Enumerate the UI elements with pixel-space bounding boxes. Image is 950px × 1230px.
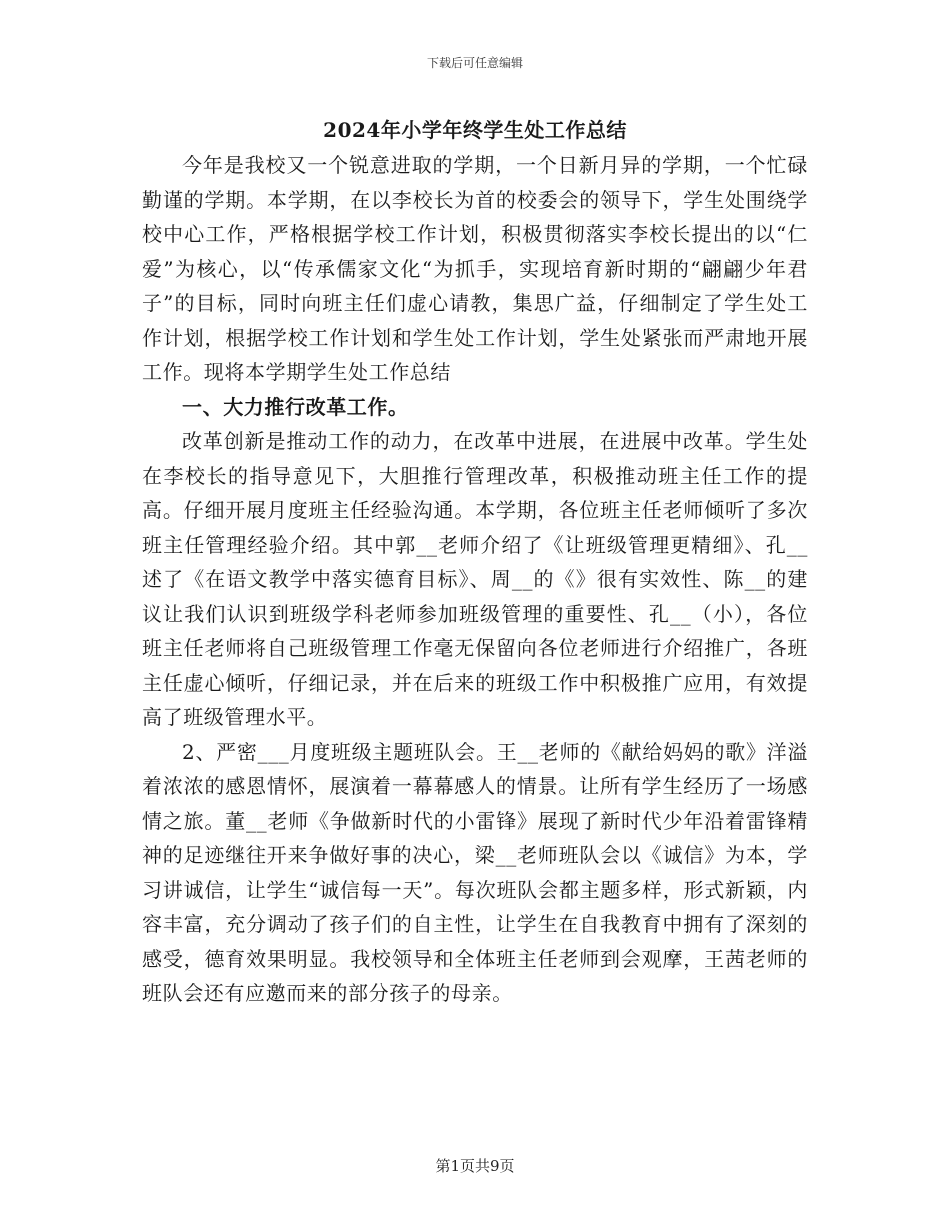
class-meeting-paragraph: 2、严密___月度班级主题班队会。王__老师的《献给妈妈的歌》洋溢着浓浓的感恩情怀，展演着一幕幕感人的情景。让所有学生经历了一场感情之旅。董__老师《争做新时代的小雷锋》展现了新时代少年沿着雷锋精神的足迹继往开来争做好事的决心，梁__老师班队会以《诚信》为本，学习讲诚信，让学生“诚信每一天”。每次班队会都主题多样，形式新颖，内容丰富，充分调动了孩子们的自主性，让学生在自我教育中拥有了深刻的感受，德育效果明显。我校领导和全体班主任老师到会观摩，王茜老师的班队会还有应邀而来的部分孩子的母亲。 [142, 739, 808, 1005]
page-header-note: 下载后可任意编辑 [426, 56, 523, 70]
document-body [142, 148, 808, 1011]
document-title: 2024年小学年终学生处工作总结 [323, 118, 627, 142]
page-number: 第1页共9页 [435, 1157, 515, 1175]
intro-paragraph: 今年是我校又一个锐意进取的学期，一个日新月异的学期，一个忙碌勤谨的学期。本学期，在以李校长为首的校委会的领导下，学生处围绕学校中心工作，严格根据学校工作计划，积极贯彻落实李校长提出的以“仁爱”为核心，以“传承儒家文化“为抓手，实现培育新时期的“翩翩少年君子”的目标，同时向班主任们虚心请教，集思广益，仔细制定了学生处工作计划，根据学校工作计划和学生处工作计划，学生处紧张而严肃地开展工作。现将本学期学生处工作总结 [142, 153, 808, 384]
section-heading: 一、大力推行改革工作。 [182, 394, 409, 419]
reform-paragraph: 改革创新是推动工作的动力，在改革中进展，在进展中改革。学生处在李校长的指导意见下，大胆推行管理改革，积极推动班主任工作的提高。仔细开展月度班主任经验沟通。本学期，各位班主任老师倾听了多次班主任管理经验介绍。其中郭__老师介绍了《让班级管理更精细》、孔__述了《在语文教学中落实德育目标》、周__的《》很有实效性、陈__的建议让我们认识到班级学科老师参加班级管理的重要性、孔__（小），各位班主任老师将自己班级管理工作毫无保留向各位老师进行介绍推广，各班主任虚心倾听，仔细记录，并在后来的班级工作中积极推广应用，有效提高了班级管理水平。 [142, 429, 808, 729]
